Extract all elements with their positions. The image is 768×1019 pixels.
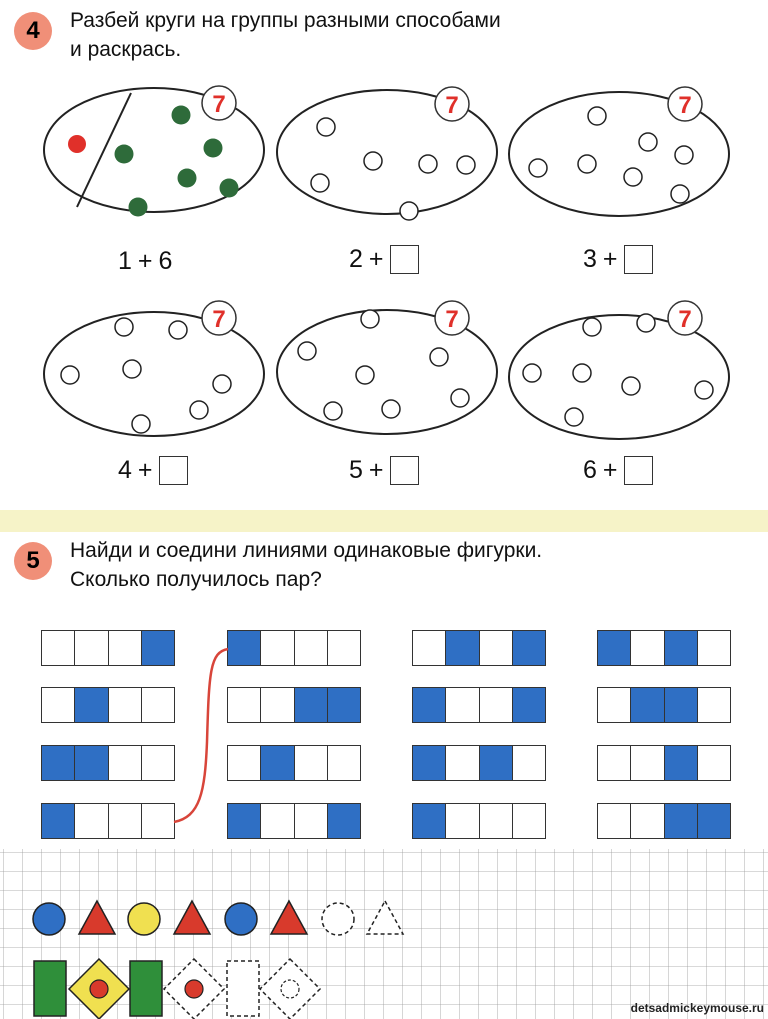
empty-dot [624,168,642,186]
empty-cell [75,804,108,838]
equation-2 [349,245,419,274]
empty-cell [598,804,631,838]
empty-cell [631,746,664,780]
empty-cell [42,631,75,665]
green-rectangle-icon [130,961,162,1016]
filled-cell [665,688,698,722]
empty-dot [695,381,713,399]
empty-dot [382,400,400,418]
empty-dot [298,342,316,360]
eq-op: + [602,456,618,484]
empty-dot [671,185,689,203]
task-number-badge: 5 [14,542,52,580]
seven-label: 7 [678,306,692,333]
cell-strip[interactable] [41,803,175,839]
seven-badge [668,301,702,335]
green-dot [129,198,148,217]
instruction-line-1: Разбей круги на группы разными способами [70,9,501,32]
empty-cell [42,688,75,722]
empty-cell [446,688,479,722]
cell-strip[interactable] [41,687,175,723]
empty-cell [109,688,142,722]
empty-dot [578,155,596,173]
filled-cell [295,688,328,722]
empty-dot [565,408,583,426]
empty-cell [513,804,545,838]
task-5-instructions [70,536,542,594]
empty-cell [142,746,174,780]
seven-label: 7 [212,91,226,118]
oval-group-4[interactable] [44,301,264,436]
empty-cell [631,631,664,665]
empty-dot [529,159,547,177]
equation-3 [583,245,653,274]
filled-cell [598,631,631,665]
empty-dot [583,318,601,336]
seven-label: 7 [678,92,692,119]
filled-cell [413,746,446,780]
eq-left: 4 [118,456,132,484]
eq-left: 1 [118,247,132,275]
oval-group-3[interactable] [509,87,729,216]
empty-dot [364,152,382,170]
cell-strip[interactable] [227,803,361,839]
empty-dot [457,156,475,174]
filled-cell [413,688,446,722]
answer-box[interactable] [390,245,419,274]
cell-strip[interactable] [597,687,731,723]
empty-cell [598,688,631,722]
eq-op: + [137,247,153,275]
task-5-section [0,532,768,1019]
empty-dot [190,401,208,419]
equation-5 [349,456,419,485]
cell-strip[interactable] [41,630,175,666]
empty-cell [142,804,174,838]
green-dot [204,139,223,158]
eq-left: 6 [583,456,597,484]
grid-paper [0,849,768,1019]
cell-strip[interactable] [412,803,546,839]
empty-cell [480,804,513,838]
eq-left: 5 [349,456,363,484]
task-number-badge: 4 [14,12,52,50]
oval-group-5[interactable] [277,301,497,434]
seven-label: 7 [445,92,459,119]
empty-dot [675,146,693,164]
eq-left: 2 [349,245,363,273]
empty-dot [637,314,655,332]
cell-strip[interactable] [412,745,546,781]
empty-cell [261,631,294,665]
dashed-circle-icon[interactable] [322,903,354,935]
oval-group-6[interactable] [509,301,729,439]
empty-dot [361,310,379,328]
filled-cell [42,804,75,838]
empty-dot [451,389,469,407]
empty-cell [698,688,730,722]
empty-cell [698,631,730,665]
equation-6 [583,456,653,485]
empty-dot [115,318,133,336]
empty-cell [413,631,446,665]
seven-badge [202,301,236,335]
empty-cell [295,746,328,780]
empty-dot [324,402,342,420]
filled-cell [446,631,479,665]
filled-cell [75,688,108,722]
empty-cell [328,746,360,780]
eq-left: 3 [583,245,597,273]
empty-cell [142,688,174,722]
filled-cell [228,804,261,838]
eq-right: 6 [158,247,173,275]
empty-cell [228,746,261,780]
empty-cell [261,804,294,838]
cell-strip[interactable] [412,687,546,723]
empty-cell [446,804,479,838]
instruction-line-2: Сколько получилось пар? [70,568,322,591]
filled-cell [142,631,174,665]
green-dot [172,106,191,125]
filled-cell [513,688,545,722]
red-dot [68,135,86,153]
filled-cell [665,804,698,838]
empty-dot [123,360,141,378]
cell-strip[interactable] [597,630,731,666]
empty-dot [169,321,187,339]
green-dot [115,145,134,164]
filled-cell [261,746,294,780]
empty-dot [430,348,448,366]
empty-cell [75,631,108,665]
section-divider [0,510,768,532]
empty-dot [573,364,591,382]
oval-group-1[interactable] [44,86,264,217]
green-rectangle-icon [34,961,66,1016]
empty-cell [109,631,142,665]
cell-strip[interactable] [41,745,175,781]
empty-dot [622,377,640,395]
empty-dot [61,366,79,384]
cell-strip[interactable] [597,745,731,781]
empty-dot [356,366,374,384]
filled-cell [228,631,261,665]
empty-dot [311,174,329,192]
empty-cell [698,746,730,780]
empty-cell [480,688,513,722]
instruction-line-2: и раскрась. [70,38,182,61]
filled-cell [413,804,446,838]
seven-badge [202,86,236,120]
empty-cell [228,688,261,722]
empty-cell [480,631,513,665]
green-dot [178,169,197,188]
empty-dot [419,155,437,173]
empty-cell [109,804,142,838]
eq-op: + [602,245,618,273]
oval-outline [509,315,729,439]
blue-circle-icon [33,903,65,935]
equation-4 [118,456,188,485]
connector-line [174,649,228,822]
answer-box[interactable] [159,456,188,485]
eq-op: + [368,245,384,273]
empty-dot [588,107,606,125]
filled-cell [665,631,698,665]
empty-cell [446,746,479,780]
equation-1 [118,247,172,276]
cell-strip[interactable] [227,687,361,723]
dashed-rectangle-icon[interactable] [227,961,259,1016]
empty-cell [631,804,664,838]
answer-box[interactable] [390,456,419,485]
filled-cell [665,746,698,780]
empty-dot [213,375,231,393]
eq-op: + [368,456,384,484]
empty-cell [328,631,360,665]
empty-dot [523,364,541,382]
oval-group-2[interactable] [277,87,497,220]
empty-dot [317,118,335,136]
green-dot [220,179,239,198]
answer-box[interactable] [624,245,653,274]
instruction-line-1: Найди и соедини линиями одинаковые фигурки. [70,539,543,562]
yellow-circle-icon [128,903,160,935]
empty-cell [295,631,328,665]
cell-strip[interactable] [227,630,361,666]
cell-strip[interactable] [412,630,546,666]
seven-badge [668,87,702,121]
filled-cell [513,631,545,665]
filled-cell [75,746,108,780]
empty-cell [261,688,294,722]
seven-label: 7 [445,306,459,333]
empty-dot [639,133,657,151]
seven-badge [435,87,469,121]
filled-cell [328,804,360,838]
filled-cell [328,688,360,722]
empty-cell [513,746,545,780]
empty-cell [295,804,328,838]
filled-cell [42,746,75,780]
seven-label: 7 [212,306,226,333]
empty-dot [400,202,418,220]
watermark: detsadmickeymouse.ru [630,1001,764,1015]
cell-strip[interactable] [597,803,731,839]
seven-badge [435,301,469,335]
empty-cell [109,746,142,780]
empty-cell [598,746,631,780]
filled-cell [698,804,730,838]
filled-cell [631,688,664,722]
eq-op: + [137,456,153,484]
empty-dot [132,415,150,433]
cell-strip[interactable] [227,745,361,781]
blue-circle-icon [225,903,257,935]
filled-cell [480,746,513,780]
answer-box[interactable] [624,456,653,485]
